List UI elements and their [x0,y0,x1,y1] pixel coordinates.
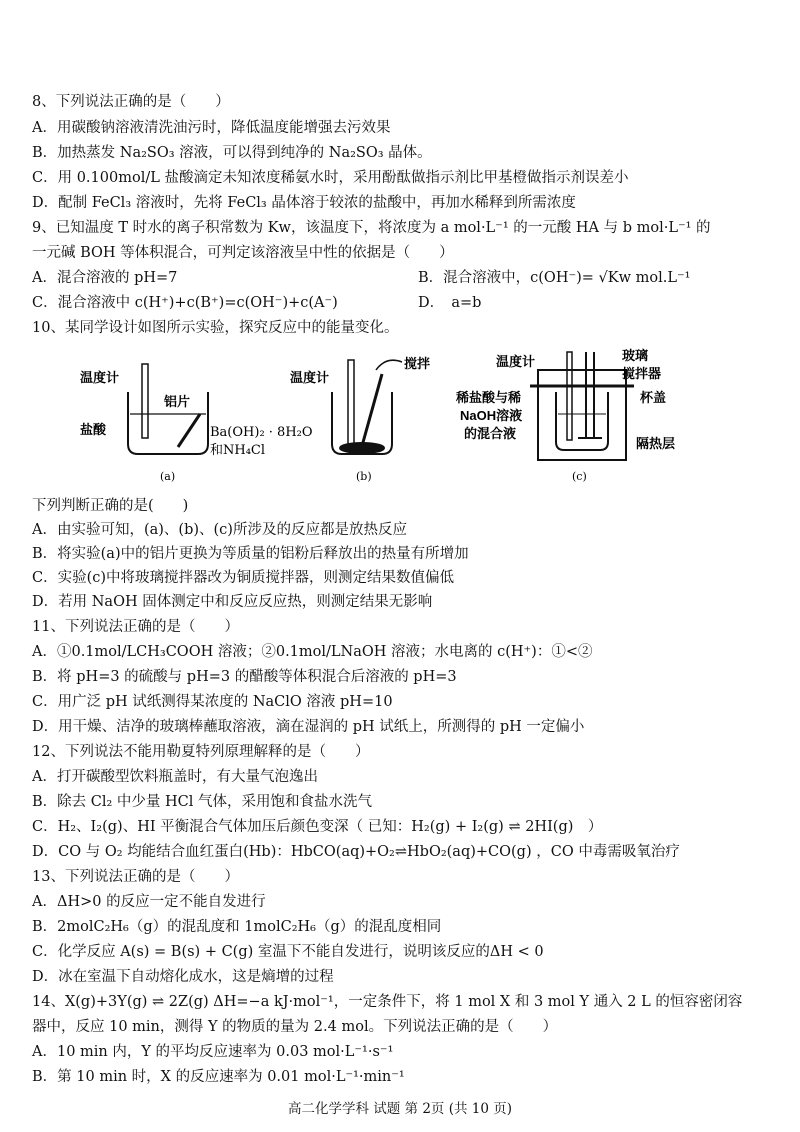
q11-option-b: B．将 pH=3 的硫酸与 pH=3 的醋酸等体积混合后溶液的 pH=3 [32,669,457,685]
q13-option-d: D．冰在室温下自动熔化成水，这是熵增的过程 [32,969,334,985]
b-thermometer-label: 温度计 [290,370,330,385]
q8-option-d: D．配制 FeCl₃ 溶液时，先将 FeCl₃ 晶体溶于较浓的盐酸中，再加水稀释到所需浓度 [32,195,576,211]
q14-option-b: B．第 10 min 时，X 的反应速率为 0.01 mol·L⁻¹·min⁻¹ [32,1069,405,1085]
q14-option-a: A．10 min 内，Y 的平均反应速率为 0.03 mol·L⁻¹·s⁻¹ [32,1044,394,1060]
experiment-figure [60,342,740,502]
b-caption: (b) [356,470,372,483]
apparatus-a [128,364,208,454]
c-caption: (c) [572,470,587,483]
c-mix-label-2: NaOH溶液 [460,408,523,423]
q10-stem: 10、某同学设计如图所示实验，探究反应中的能量变化。 [32,320,399,336]
q8-stem: 8、下列说法正确的是（ ） [32,94,230,110]
b-reagent-line2: 和NH₄Cl [210,443,266,458]
q10-stem-2: 下列判断正确的是( ) [32,498,189,514]
q13-option-a: A．ΔH>0 的反应一定不能自发进行 [32,894,266,910]
q12-stem: 12、下列说法不能用勒夏特列原理解释的是（ ） [32,744,370,760]
a-thermometer-label: 温度计 [80,370,120,385]
b-reagent-line1: Ba(OH)₂ · 8H₂O [210,425,313,440]
q9-option-a: A．混合溶液的 pH=7 [32,270,178,286]
q12-option-b: B．除去 Cl₂ 中少量 HCl 气体，采用饱和食盐水洗气 [32,794,373,810]
a-foil-label: 铝片 [164,394,191,409]
q13-option-b: B．2molC₂H₆（g）的混乱度和 1molC₂H₆（g）的混乱度相同 [32,919,442,935]
q12-option-d: D．CO 与 O₂ 均能结合血红蛋白(Hb)：HbCO(aq)+O₂⇌HbO₂(aq)+CO(g) ，CO 中毒需吸氧治疗 [32,844,680,860]
q11-stem: 11、下列说法正确的是（ ） [32,619,239,635]
c-mix-label-3: 的混合液 [464,426,517,441]
q9-option-c: C．混合溶液中 c(H⁺)+c(B⁺)=c(OH⁻)+c(A⁻) [32,295,338,311]
q10-option-c: C．实验(c)中将玻璃搅拌器改为铜质搅拌器，则测定结果数值偏低 [32,570,455,586]
a-caption: (a) [160,470,176,483]
q8-option-a: A．用碳酸钠溶液清洗油污时，降低温度能增强去污效果 [32,120,391,136]
q9-stem-line2: 一元碱 BOH 等体积混合，可判定该溶液呈中性的依据是（ ） [32,245,454,261]
q14-stem-line1: 14、X(g)+3Y(g) ⇌ 2Z(g) ΔH=−a kJ·mol⁻¹，一定条件下，将 1 mol X 和 3 mol Y 通入 2 L 的恒容密闭容 [32,994,743,1010]
q12-option-c: C．H₂、I₂(g)、HI 平衡混合气体加压后颜色变深（ 已知：H₂(g) + I₂(g) ⇌ 2HI(g) ） [32,819,603,835]
q8-option-b: B．加热蒸发 Na₂SO₃ 溶液，可以得到纯净的 Na₂SO₃ 晶体。 [32,145,432,161]
c-insulation-label: 隔热层 [636,436,676,451]
q14-stem-line2: 器中，反应 10 min，测得 Y 的物质的量为 2.4 mol。下列说法正确的是（ ） [32,1019,558,1035]
q8-option-c: C．用 0.100mol/L 盐酸滴定未知浓度稀氨水时，采用酚酞做指示剂比甲基橙做指示剂误差小 [32,170,629,186]
a-acid-label: 盐酸 [80,422,107,437]
q9-stem-line1: 9、已知温度 T 时水的离子积常数为 Kw，该温度下，将浓度为 a mol·L⁻¹ 的一元酸 HA 与 b mol·L⁻¹ 的 [32,220,711,236]
q11-option-a: A．①0.1mol/LCH₃COOH 溶液；②0.1mol/LNaOH 溶液；水电离的 c(H⁺)：①<② [32,644,593,660]
c-mix-label-1: 稀盐酸与稀 [456,390,522,405]
page-footer: 高二化学学科 试题 第 2页 (共 10 页) [287,1101,513,1117]
q13-option-c: C．化学反应 A(s) = B(s) + C(g) 室温下不能自发进行，说明该反应的ΔH < 0 [32,944,544,960]
q10-option-d: D．若用 NaOH 固体测定中和反应反应热，则测定结果无影响 [32,594,433,610]
q10-option-b: B．将实验(a)中的铝片更换为等质量的铝粉后释放出的热量有所增加 [32,546,469,562]
c-lid-label: 杯盖 [640,390,667,405]
b-stir-label: 搅拌 [404,356,431,371]
apparatus-c [530,352,634,460]
q9-option-d: D． a=b [418,295,482,311]
apparatus-b [332,360,402,454]
q11-option-d: D．用干燥、洁净的玻璃棒蘸取溶液，滴在湿润的 pH 试纸上，所测得的 pH 一定偏小 [32,719,585,735]
c-glass-label-2: 搅拌器 [622,366,662,381]
q10-option-a: A．由实验可知，(a)、(b)、(c)所涉及的反应都是放热反应 [32,522,407,538]
c-thermometer-label: 温度计 [496,354,536,369]
q9-option-b: B．混合溶液中，c(OH⁻)= √Kw mol.L⁻¹ [418,270,691,286]
q11-option-c: C．用广泛 pH 试纸测得某浓度的 NaClO 溶液 pH=10 [32,694,393,710]
q13-stem: 13、下列说法正确的是（ ） [32,869,239,885]
c-glass-label-1: 玻璃 [622,348,649,363]
q12-option-a: A．打开碳酸型饮料瓶盖时，有大量气泡逸出 [32,769,318,785]
